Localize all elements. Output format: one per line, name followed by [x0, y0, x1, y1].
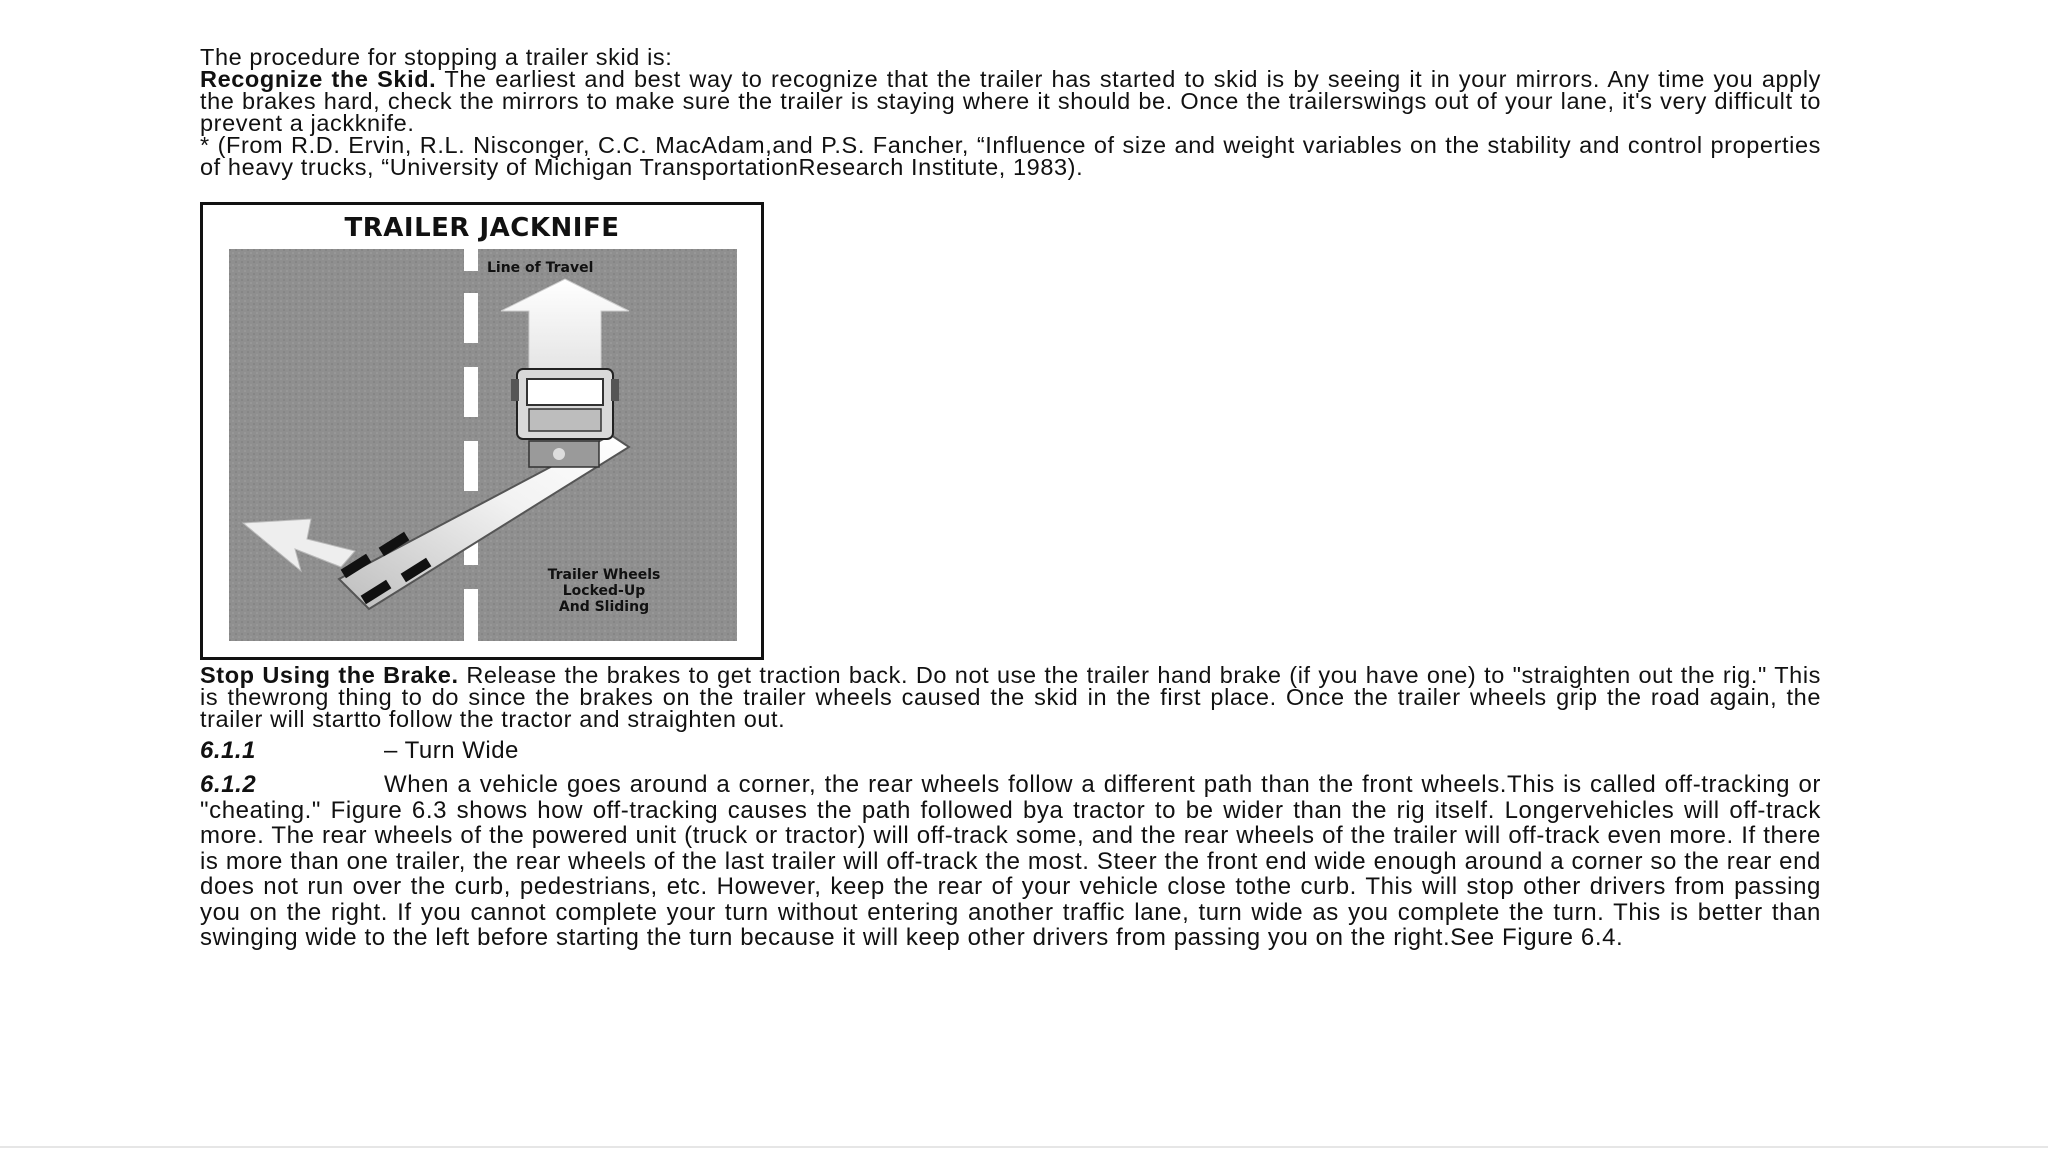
- line-of-travel-label: Line of Travel: [487, 260, 594, 276]
- section-6-1-1: [200, 738, 1821, 764]
- jacknife-illustration: [229, 249, 737, 641]
- intro-line: The procedure for stopping a trailer skid is:: [200, 44, 673, 70]
- stop-brake-heading: Stop Using the Brake.: [200, 662, 459, 688]
- section-6-1-1-number: 6.1.1: [200, 737, 256, 764]
- document-page: [200, 46, 1821, 951]
- section-6-1-2-number: 6.1.2: [200, 771, 257, 798]
- recognize-body: The earliest and best way to recognize that the trailer has started to skid is by seeing it in your mirrors. Any time you apply the brakes hard, check the mirrors to make sure the trailer is staying where it should be. Once the trailerswings out of your lane, it's very difficult to prevent a jackknife.: [200, 66, 1821, 136]
- section-6-1-2-body: When a vehicle goes around a corner, the rear wheels follow a different path than the front wheels.This is called off-tracking or "cheating." Figure 6.3 shows how off-tracking causes the path followed bya tractor to be wider than the rig itself. Longervehicles will off-track more. The rear wheels of the powered unit (truck or tractor) will off-track some, and the rear wheels of the trailer will off-track even more. If there is more than one trailer, the rear wheels of the last trailer will off-track the most. Steer the front end wide enough around a corner so the rear end does not run over the curb, pedestrians, etc. However, keep the rear of your vehicle close tothe curb. This will stop other drivers from passing you on the right. If you cannot complete your turn without entering another traffic lane, turn wide as you complete the turn. This is better than swinging wide to the left before starting the turn because it will keep other drivers from passing you on the right.See Figure 6.4.: [200, 771, 1821, 951]
- trailer-wheels-label-line3: And Sliding: [558, 599, 650, 615]
- trailer-jacknife-figure: [200, 202, 764, 660]
- road-surface: [229, 249, 737, 641]
- stop-brake-paragraph: [200, 664, 1821, 730]
- recognize-heading: Recognize the Skid.: [200, 66, 437, 92]
- recognize-paragraph: [200, 68, 1821, 134]
- trailer-wheels-label-line2: Locked-Up: [562, 583, 646, 599]
- trailer-wheels-label-line1: Trailer Wheels: [547, 567, 661, 583]
- page-bottom-rule: [0, 1146, 2048, 1148]
- citation-paragraph: * (From R.D. Ervin, R.L. Nisconger, C.C. MacAdam,and P.S. Fancher, “Influence of size and weight variables on the stability and control properties of heavy trucks, “University of Michigan TransportationResearch Institute, 1983).: [200, 132, 1821, 180]
- section-6-1-2: [200, 772, 1821, 951]
- section-6-1-1-title: – Turn Wide: [384, 737, 519, 764]
- figure-title: TRAILER JACKNIFE: [344, 213, 620, 243]
- stop-brake-body: Release the brakes to get traction back. Do not use the trailer hand brake (if you have one) to "straighten out the rig." This is thewrong thing to do since the brakes on the trailer wheels caused the skid in the first place. Once the trailer wheels grip the road again, the trailer will startto follow the tractor and straighten out.: [200, 662, 1821, 732]
